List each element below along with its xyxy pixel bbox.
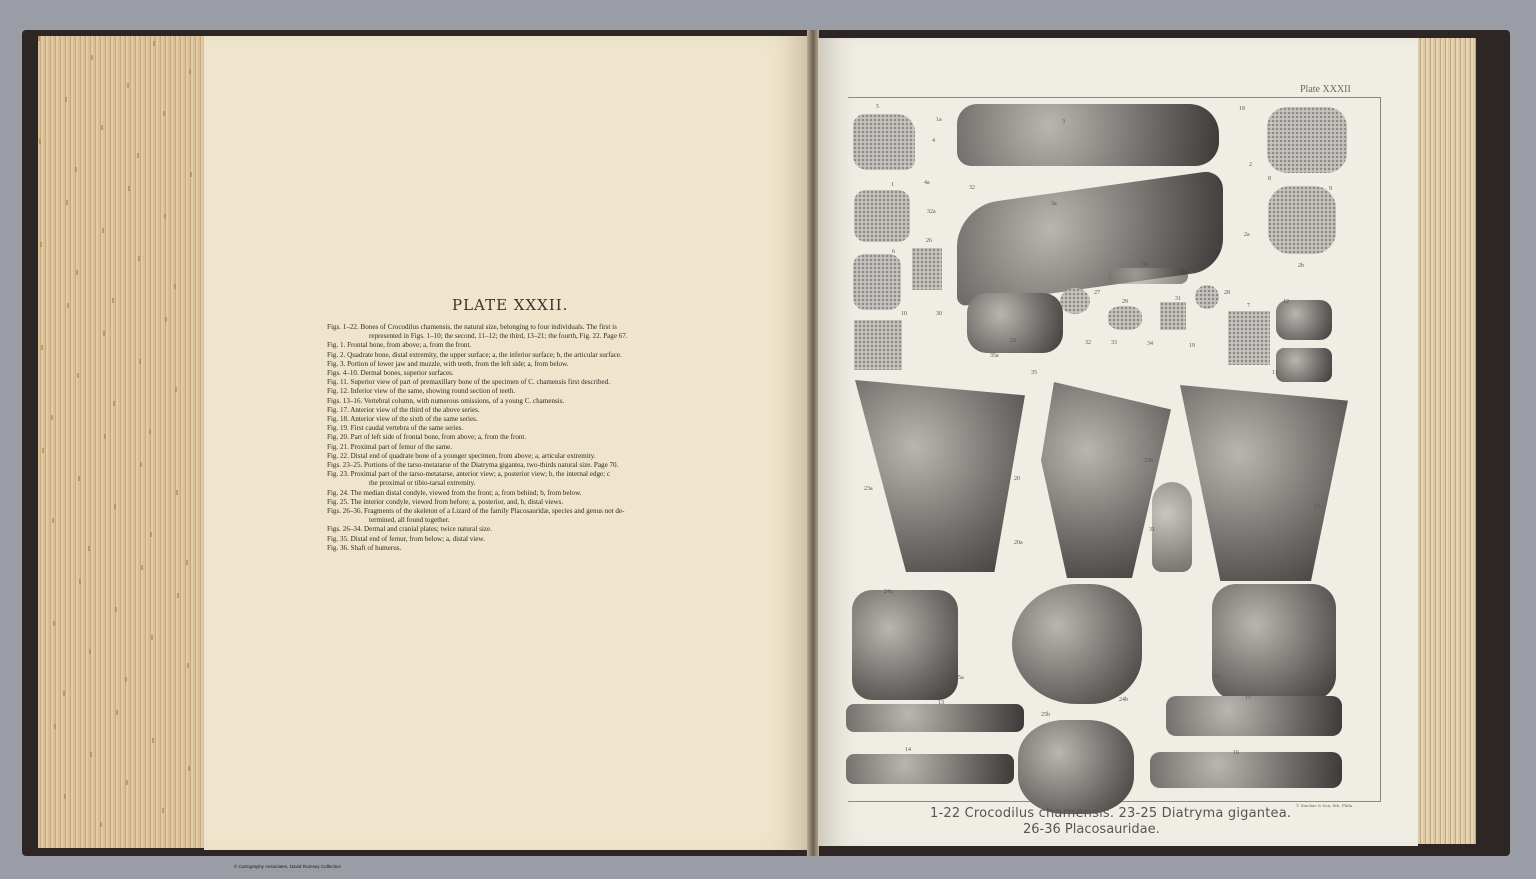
figure-label: 27 — [1094, 290, 1100, 296]
fossil-figure-1 — [854, 190, 910, 242]
caption-line: Fig. 11. Superior view of part of premaxillary bone of the specimen of C. chamensis first described. — [327, 378, 611, 387]
figure-label: 26 — [926, 238, 932, 244]
caption-line: Fig. 36. Shaft of humerus. — [327, 543, 402, 552]
fossil-figure-28 — [1195, 285, 1219, 309]
fossil-figure-16 — [1150, 752, 1342, 788]
plate-header: Plate XXXII — [1300, 84, 1351, 95]
figure-label: 2a — [1244, 232, 1250, 238]
figure-label: 32 — [969, 185, 975, 191]
figure-label: 11 — [1272, 370, 1278, 376]
figure-label: 30 — [936, 311, 942, 317]
figure-label: 35a — [990, 353, 999, 359]
figure-label: 28 — [1224, 290, 1230, 296]
fossil-figure-15 — [1166, 696, 1342, 736]
figure-label: 1a — [936, 117, 942, 123]
figure-label: 12 — [1283, 299, 1289, 305]
fossil-figure-23c — [1012, 584, 1142, 704]
fossil-figure-10 — [854, 320, 902, 370]
fossil-figure-12 — [1276, 300, 1332, 340]
figure-label: 2 — [1249, 162, 1252, 168]
fossil-figure-31 — [1160, 302, 1186, 330]
caption-line: Fig. 2. Quadrate bone, distal extremity, the upper surface; a, the inferior surface; b, the articular surface. — [327, 350, 622, 359]
figure-label: 34 — [1147, 341, 1153, 347]
figure-label: 35 — [1031, 370, 1037, 376]
caption-line: Fig. 18. Anterior view of the sixth of the same series. — [327, 415, 478, 424]
caption-line: Fig. 24. The median distal condyle, viewed from the front; a, from behind; b, from below. — [327, 488, 582, 497]
caption-line: Figs. 4–10. Dermal bones, superior surfaces. — [327, 369, 454, 378]
caption-line: Fig. 35. Distal end of femur, from below; a, distal view. — [327, 534, 485, 543]
fossil-figure-14 — [846, 754, 1014, 784]
caption-line: Fig. 22. Distal end of quadrate bone of a younger specimen, from above; a, articular extremity. — [327, 451, 596, 460]
figure-label: 4 — [932, 138, 935, 144]
fossil-figure-29 — [1108, 306, 1142, 330]
figure-label: 19 — [1189, 343, 1195, 349]
figure-label: 8 — [1268, 176, 1271, 182]
caption-line: Figs. 23–25. Portions of the tarso-metatarse of the Diatryma gigantea, two-thirds natural size. Page 70. — [327, 461, 619, 470]
fossil-figure-24a — [852, 590, 958, 700]
figure-label: 5 — [876, 104, 879, 110]
figure-label: 15 — [1245, 695, 1251, 701]
caption-line: Fig. 21. Proximal part of femur of the same. — [327, 442, 453, 451]
figure-label: 18 — [1239, 106, 1245, 112]
figure-label: 33 — [1010, 338, 1016, 344]
fossil-figure-36 — [1108, 268, 1188, 284]
plate-captions — [327, 323, 717, 553]
collection-credit: © Cartography Associates, David Rumsey Collection — [234, 864, 342, 869]
figure-label: 23b — [1144, 458, 1153, 464]
caption-line: Fig. 19. First caudal vertebra of the same series. — [327, 424, 464, 433]
caption-line: Fig. 20. Part of left side of frontal bone, from above; a, from the front. — [327, 433, 527, 442]
figure-label: 23a — [864, 486, 873, 492]
caption-line: Fig. 3. Portion of lower jaw and muzzle, with teeth, from the left side; a, from below. — [327, 359, 569, 368]
figure-label: 25b — [1041, 712, 1050, 718]
caption-line: Fig. 17. Anterior view of the third of the above series. — [327, 405, 480, 414]
fossil-figure-11 — [1276, 348, 1332, 382]
figure-label: 2b — [1298, 263, 1304, 269]
plate-title: PLATE XXXII. — [452, 296, 569, 314]
caption-line: Figs. 26–34. Dermal and cranial plates; twice natural size. — [327, 525, 492, 534]
fossil-figure-13 — [846, 704, 1024, 732]
caption-line: the proximal or tibio-tarsal extremity. — [369, 479, 476, 488]
fossil-figure-26 — [912, 248, 942, 290]
figure-label: 31 — [1175, 296, 1181, 302]
figure-label: 3a — [1051, 201, 1057, 207]
figure-label: 33 — [1111, 340, 1117, 346]
figure-label: 24b — [1119, 697, 1128, 703]
caption-line: Figs. 13–16. Vertebral column, with numerous omissions, of a young C. chamensis. — [327, 396, 565, 405]
figure-label: 32a — [927, 209, 936, 215]
figure-label: 23 — [1314, 504, 1320, 510]
caption-line: represented in Figs. 1–10; the second, 11–12; the third, 13–21; the fourth, Fig. 22. Page 67. — [369, 332, 628, 341]
page-edges-left — [38, 36, 206, 848]
figure-label: 17 — [1216, 245, 1222, 251]
figure-label: 6 — [892, 249, 895, 255]
figure-label: 23c — [1129, 667, 1138, 673]
fossil-figure-27 — [1060, 288, 1090, 314]
figure-label: 3 — [1062, 119, 1065, 125]
figure-label: 24 — [1325, 597, 1331, 603]
figure-label: 32 — [1085, 340, 1091, 346]
fossil-figure-8 — [1267, 107, 1347, 173]
figure-label: 29 — [1122, 299, 1128, 305]
caption-line: Fig. 1. Frontal bone, from above; a, from the front. — [327, 341, 472, 350]
figure-label: 20a — [1014, 540, 1023, 546]
figure-label: 4a — [924, 180, 930, 186]
caption-line: Fig. 23. Proximal part of the tarso-metatarse, anterior view; a, posterior view; b, the internal edge; c — [327, 470, 611, 479]
caption-line: Fig. 12. Inferior view of the same, showing round section of teeth. — [327, 387, 516, 396]
fossil-figure-6 — [853, 254, 901, 310]
caption-line: Fig. 25. The interior condyle, viewed from before; a, posterior, and, b, distal views. — [327, 497, 564, 506]
figure-label: 1 — [891, 182, 894, 188]
fossil-figure-31-large — [1152, 482, 1192, 572]
fossil-figure-25b — [1018, 720, 1134, 814]
figure-label: 16 — [1233, 750, 1239, 756]
fossil-figure-7 — [1228, 311, 1270, 365]
caption-line: Figs. 26–36. Fragments of the skeleton of a Lizard of the family Placosauridæ, species and genus not de- — [327, 507, 625, 516]
fossil-figure-3a-lower — [967, 293, 1063, 353]
fossil-figure-9 — [1268, 186, 1336, 254]
figure-label: 13 — [938, 700, 944, 706]
figure-label: 25 — [1213, 674, 1219, 680]
caption-line: termined, all found together. — [369, 516, 450, 525]
figure-label: 20 — [1014, 476, 1020, 482]
figure-label: 36 — [1142, 262, 1148, 268]
fossil-figure-5 — [853, 114, 915, 170]
figure-label: 7 — [1247, 303, 1250, 309]
caption-line: Figs. 1–22. Bones of Crocodilus chamensis, the natural size, belonging to four individuals. The first is — [327, 323, 617, 331]
figure-label: 14 — [905, 747, 911, 753]
figure-label: 9 — [1329, 186, 1332, 192]
figure-label: 10 — [901, 311, 907, 317]
page-edges-right — [1418, 38, 1476, 844]
plate-footer-line2: 26-36 Placosauridae. — [1023, 822, 1160, 837]
figure-label: 25a — [955, 675, 964, 681]
fossil-figure-3 — [957, 104, 1219, 166]
plate-footer-line1: 1-22 Crocodilus chamensis. 23-25 Diatryma gigantea. — [930, 806, 1292, 821]
fossil-figure-24 — [1212, 584, 1336, 700]
figure-label: 31 — [1149, 527, 1155, 533]
figure-label: 24a — [884, 589, 893, 595]
lithographer-credit: T. Sinclair & Son, lith. Phila. — [1296, 803, 1354, 808]
